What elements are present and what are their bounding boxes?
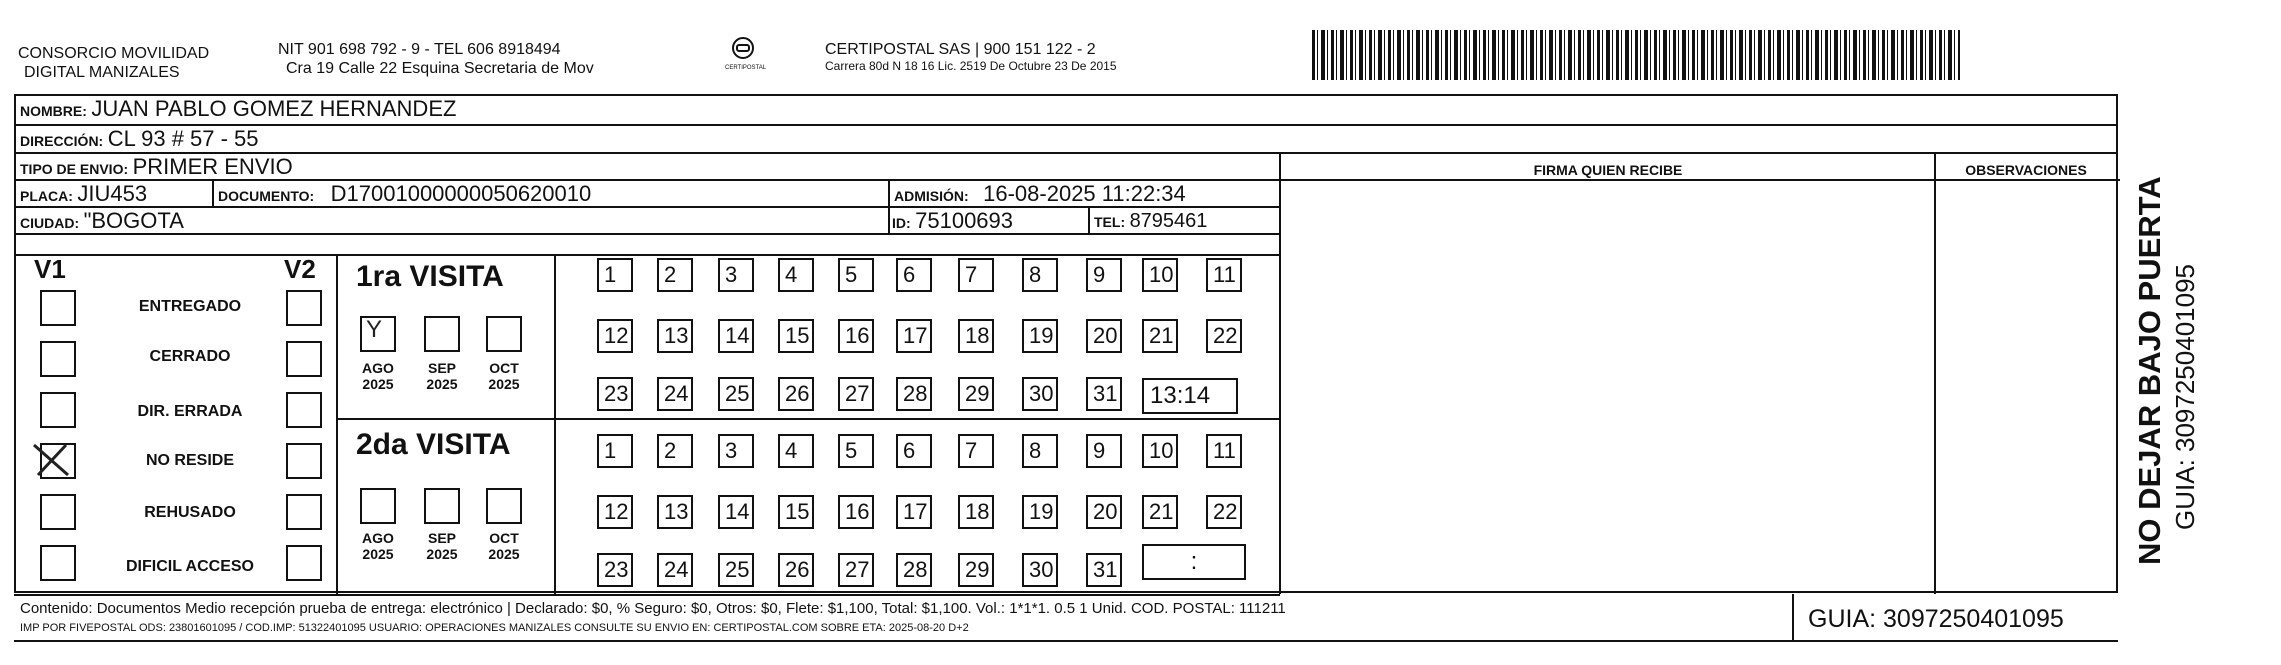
- second-visit-day-cell[interactable]: 6: [896, 434, 932, 468]
- first-visit-ago-checkbox[interactable]: [360, 316, 396, 352]
- first-visit-time[interactable]: 13:14: [1142, 378, 1238, 414]
- second-visit-day-cell[interactable]: 9: [1086, 434, 1122, 468]
- second-visit-day-cell[interactable]: 14: [718, 495, 754, 529]
- nombre-field: NOMBRE: JUAN PABLO GOMEZ HERNANDEZ: [20, 96, 457, 121]
- second-visit-day-cell[interactable]: 18: [958, 495, 994, 529]
- first-visit-sep-checkbox[interactable]: [424, 316, 460, 352]
- second-visit-day-cell[interactable]: 31: [1086, 553, 1122, 587]
- first-visit-day-cell[interactable]: 11: [1206, 258, 1242, 292]
- second-visit-day-cell[interactable]: 16: [838, 495, 874, 529]
- first-visit-day-cell[interactable]: 15: [778, 319, 814, 353]
- contenido-text: Contenido: Documentos Medio recepción prueba de entrega: electrónico | Declarado: $0, % Seguro: $0, Otros: $0, Flete: $1,100, Total: $1,100. Vol.: 1*1*1. 0.5 1 Unid. COD. POSTAL: 111211: [20, 600, 1286, 617]
- tipo-envio-field: TIPO DE ENVIO: PRIMER ENVIO: [20, 154, 293, 179]
- option-entregado: ENTREGADO: [138, 298, 242, 315]
- first-visit-day-cell[interactable]: 21: [1142, 319, 1178, 353]
- check-mark-icon: [30, 439, 74, 479]
- first-visit-day-cell[interactable]: 20: [1086, 319, 1122, 353]
- v1-dir-errada-checkbox[interactable]: [40, 392, 76, 428]
- second-visit-day-cell[interactable]: 13: [657, 495, 693, 529]
- second-visit-day-cell[interactable]: 23: [597, 553, 633, 587]
- month-label: OCT 2025: [488, 530, 520, 562]
- first-visit-day-cell[interactable]: 10: [1142, 258, 1178, 292]
- v2-cerrado-checkbox[interactable]: [286, 341, 322, 377]
- side-warning: NO DEJAR BAJO PUERTA: [2132, 176, 2167, 565]
- guia-number: GUIA: 3097250401095: [1808, 605, 2064, 633]
- v1-label: V1: [34, 254, 66, 284]
- second-visit-day-cell[interactable]: 28: [896, 553, 932, 587]
- v1-no-reside-checkbox[interactable]: [40, 443, 76, 479]
- admision-field: ADMISIÓN: 16-08-2025 11:22:34: [894, 181, 1186, 206]
- ciudad-field: CIUDAD: "BOGOTA: [20, 208, 184, 233]
- second-visit-day-cell[interactable]: 5: [838, 434, 874, 468]
- v2-dificil-acceso-checkbox[interactable]: [286, 545, 322, 581]
- second-visit-ago-checkbox[interactable]: [360, 488, 396, 524]
- first-visit-day-cell[interactable]: 13: [657, 319, 693, 353]
- month-label: AGO 2025: [362, 360, 394, 392]
- firma-header: FIRMA QUIEN RECIBE: [1533, 162, 1683, 178]
- first-visit-day-cell[interactable]: 28: [896, 377, 932, 411]
- barcode: [1312, 30, 1960, 80]
- certipostal-logo: CERTIPOSTAL: [725, 36, 761, 72]
- second-visit-time[interactable]: :: [1142, 544, 1246, 580]
- first-visit-day-cell[interactable]: 16: [838, 319, 874, 353]
- v1-entregado-checkbox[interactable]: [40, 290, 76, 326]
- tel-field: TEL: 8795461: [1094, 210, 1208, 232]
- second-visit-day-cell[interactable]: 4: [778, 434, 814, 468]
- first-visit-day-cell[interactable]: 6: [896, 258, 932, 292]
- second-visit-day-cell[interactable]: 8: [1022, 434, 1058, 468]
- first-visit-day-cell[interactable]: 4: [778, 258, 814, 292]
- observaciones-header: OBSERVACIONES: [1965, 162, 2087, 178]
- second-visit-day-cell[interactable]: 26: [778, 553, 814, 587]
- second-visit-day-cell[interactable]: 19: [1022, 495, 1058, 529]
- second-visit-day-cell[interactable]: 30: [1022, 553, 1058, 587]
- second-visit-day-cell[interactable]: 7: [958, 434, 994, 468]
- second-visit-day-cell[interactable]: 24: [657, 553, 693, 587]
- option-dir-errada: DIR. ERRADA: [137, 403, 243, 420]
- second-visit-sep-checkbox[interactable]: [424, 488, 460, 524]
- second-visit-day-cell[interactable]: 3: [718, 434, 754, 468]
- month-label: AGO 2025: [362, 530, 394, 562]
- second-visit-day-cell[interactable]: 15: [778, 495, 814, 529]
- imp-text: IMP POR FIVEPOSTAL ODS: 23801601095 / COD.IMP: 51322401095 USUARIO: OPERACIONES MANIZALES CONSULTE SU ENVIO EN: CERTIPOSTAL.COM SOBRE ETA: 2025-08-20 D+2: [20, 622, 969, 634]
- nit-info: NIT 901 698 792 - 9 - TEL 606 8918494 Cra 19 Calle 22 Esquina Secretaria de Mov: [278, 41, 594, 77]
- first-visit-day-cell[interactable]: 14: [718, 319, 754, 353]
- option-no-reside: NO RESIDE: [145, 452, 234, 469]
- first-visit-day-cell[interactable]: 12: [597, 319, 633, 353]
- v2-dir-errada-checkbox[interactable]: [286, 392, 322, 428]
- month-label: SEP 2025: [426, 360, 458, 392]
- month-label: OCT 2025: [488, 360, 520, 392]
- direccion-field: DIRECCIÓN: CL 93 # 57 - 55: [20, 126, 259, 151]
- first-visit-title: 1ra VISITA: [356, 260, 504, 293]
- second-visit-title: 2da VISITA: [356, 428, 511, 461]
- v2-no-reside-checkbox[interactable]: [286, 443, 322, 479]
- month-label: SEP 2025: [426, 530, 458, 562]
- certipostal-info: CERTIPOSTAL SAS | 900 151 122 - 2 Carrera 80d N 18 16 Lic. 2519 De Octubre 23 De 2015: [825, 41, 1117, 73]
- option-rehusado: REHUSADO: [144, 504, 236, 521]
- second-visit-day-cell[interactable]: 29: [958, 553, 994, 587]
- check-mark-icon: Y: [366, 316, 383, 343]
- first-visit-day-cell[interactable]: 2: [657, 258, 693, 292]
- id-field: ID: 75100693: [892, 208, 1014, 233]
- logo-icon: [731, 36, 755, 60]
- first-visit-day-cell[interactable]: 8: [1022, 258, 1058, 292]
- second-visit-day-cell[interactable]: 20: [1086, 495, 1122, 529]
- documento-field: DOCUMENTO: D17001000000050620010: [218, 181, 592, 206]
- second-visit-day-cell[interactable]: 25: [718, 553, 754, 587]
- first-visit-day-cell[interactable]: 22: [1206, 319, 1242, 353]
- first-visit-day-cell[interactable]: 7: [958, 258, 994, 292]
- first-visit-day-cell[interactable]: 5: [838, 258, 874, 292]
- v2-label: V2: [284, 254, 316, 284]
- first-visit-day-cell[interactable]: 30: [1022, 377, 1058, 411]
- v1-rehusado-checkbox[interactable]: [40, 494, 76, 530]
- company-name: CONSORCIO MOVILIDAD DIGITAL MANIZALES: [18, 45, 210, 81]
- first-visit-day-cell[interactable]: 25: [718, 377, 754, 411]
- side-guia: GUIA: 3097250401095: [2170, 264, 2200, 530]
- first-visit-day-cell[interactable]: 18: [958, 319, 994, 353]
- first-visit-day-cell[interactable]: 17: [896, 319, 932, 353]
- second-visit-day-cell[interactable]: 1: [597, 434, 633, 468]
- first-visit-day-cell[interactable]: 1: [597, 258, 633, 292]
- first-visit-day-cell[interactable]: 29: [958, 377, 994, 411]
- second-visit-day-cell[interactable]: 11: [1206, 434, 1242, 468]
- first-visit-day-cell[interactable]: 23: [597, 377, 633, 411]
- first-visit-day-cell[interactable]: 9: [1086, 258, 1122, 292]
- v1-cerrado-checkbox[interactable]: [40, 341, 76, 377]
- first-visit-day-cell[interactable]: 27: [838, 377, 874, 411]
- v2-entregado-checkbox[interactable]: [286, 290, 322, 326]
- second-visit-day-cell[interactable]: 17: [896, 495, 932, 529]
- v2-rehusado-checkbox[interactable]: [286, 494, 322, 530]
- first-visit-day-cell[interactable]: 19: [1022, 319, 1058, 353]
- second-visit-day-cell[interactable]: 27: [838, 553, 874, 587]
- placa-field: PLACA: JIU453: [20, 181, 148, 206]
- second-visit-day-cell[interactable]: 2: [657, 434, 693, 468]
- second-visit-day-cell[interactable]: 12: [597, 495, 633, 529]
- second-visit-day-cell[interactable]: 10: [1142, 434, 1178, 468]
- first-visit-day-cell[interactable]: 26: [778, 377, 814, 411]
- second-visit-oct-checkbox[interactable]: [486, 488, 522, 524]
- option-cerrado: CERRADO: [149, 348, 231, 365]
- first-visit-day-cell[interactable]: 31: [1086, 377, 1122, 411]
- first-visit-day-cell[interactable]: 24: [657, 377, 693, 411]
- first-visit-oct-checkbox[interactable]: [486, 316, 522, 352]
- option-dificil-acceso: DIFICIL ACCESO: [125, 558, 254, 575]
- v1-dificil-acceso-checkbox[interactable]: [40, 545, 76, 581]
- first-visit-day-cell[interactable]: 3: [718, 258, 754, 292]
- second-visit-day-cell[interactable]: 21: [1142, 495, 1178, 529]
- second-visit-day-cell[interactable]: 22: [1206, 495, 1242, 529]
